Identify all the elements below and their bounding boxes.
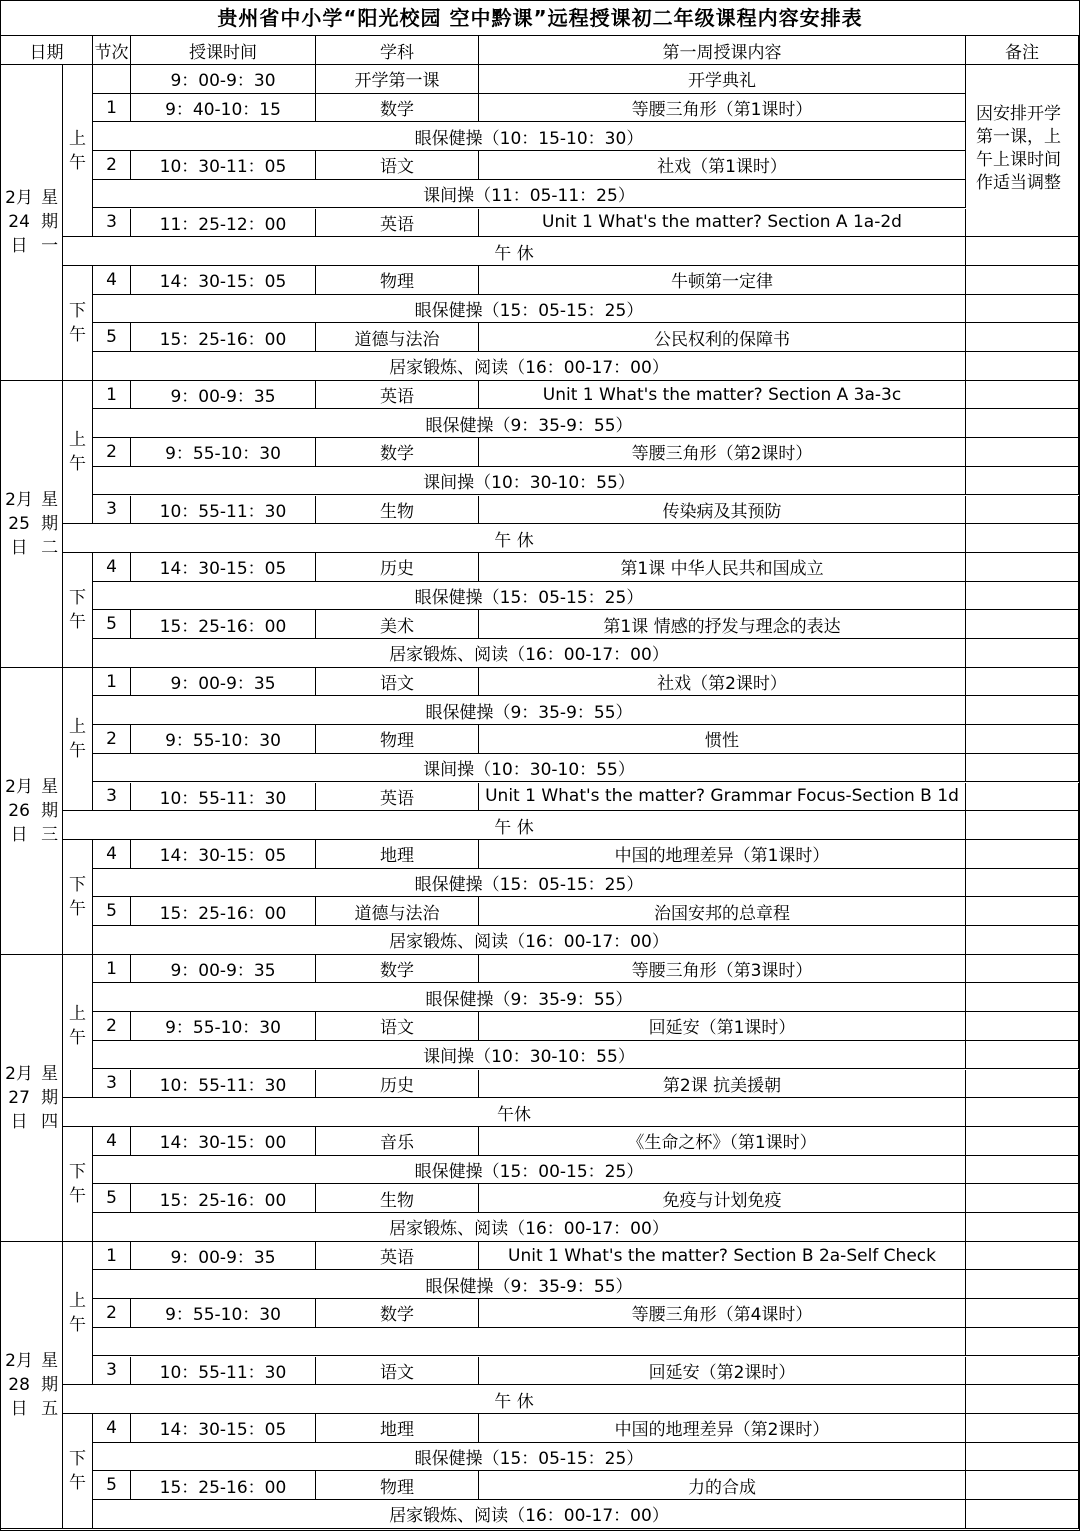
lesson-time: 9：40-10：15 xyxy=(131,94,316,123)
remark-cell xyxy=(966,582,1079,611)
break-row: 居家锻炼、阅读（16：00-17：00） xyxy=(93,1500,966,1529)
break-row: 课间操（10：30-10：55） xyxy=(93,1041,966,1070)
header-content: 第一周授课内容 xyxy=(479,36,966,65)
remark-cell xyxy=(966,1299,1079,1328)
break-row: 眼保健操（15：05-15：25） xyxy=(93,582,966,611)
noon-break-row: 午休 xyxy=(63,1098,966,1127)
break-row: 眼保健操（10：15-10：30） xyxy=(93,122,966,151)
lesson-time: 14：30-15：05 xyxy=(131,266,316,295)
lesson-subject: 语文 xyxy=(316,151,479,180)
lesson-time: 15：25-16：00 xyxy=(131,1184,316,1213)
period-number: 2 xyxy=(93,1299,131,1328)
remark-cell xyxy=(966,352,1079,381)
lesson-content: 等腰三角形（第1课时） xyxy=(479,94,966,123)
lesson-subject: 英语 xyxy=(316,783,479,812)
lesson-time: 10：55-11：30 xyxy=(131,1357,316,1386)
lesson-time: 14：30-15：05 xyxy=(131,840,316,869)
remark-note: 因安排开学第一课，上午上课时间作适当调整 xyxy=(966,65,1079,237)
noon-break-row: 午 休 xyxy=(63,237,966,266)
lesson-content: 第1课 情感的抒发与理念的表达 xyxy=(479,610,966,639)
break-row: 眼保健操（15：05-15：25） xyxy=(93,869,966,898)
lesson-content: 回延安（第1课时） xyxy=(479,1012,966,1041)
break-row: 课间操（10：30-10：55） xyxy=(93,467,966,496)
remark-cell xyxy=(966,1070,1079,1099)
break-row: 居家锻炼、阅读（16：00-17：00） xyxy=(93,639,966,668)
afternoon-label: 下午 xyxy=(63,1414,93,1529)
break-row: 眼保健操（9：35-9：55） xyxy=(93,696,966,725)
day-date: 2月26 日 xyxy=(5,776,33,845)
remark-cell xyxy=(966,524,1079,553)
remark-cell xyxy=(966,1357,1079,1386)
period-number: 2 xyxy=(93,151,131,180)
lesson-time: 10：55-11：30 xyxy=(131,496,316,525)
remark-cell xyxy=(966,237,1079,266)
day-date: 2月24 日 xyxy=(5,188,33,257)
lesson-content: 等腰三角形（第2课时） xyxy=(479,438,966,467)
lesson-subject: 物理 xyxy=(316,725,479,754)
lesson-content: Unit 1 What's the matter? Section B 2a-Self Check xyxy=(479,1242,966,1271)
remark-cell xyxy=(966,1270,1079,1299)
remark-cell xyxy=(966,783,1079,812)
lesson-subject: 道德与法治 xyxy=(316,897,479,926)
day-date: 2月27 日 xyxy=(5,1063,33,1132)
afternoon-label: 下午 xyxy=(63,266,93,381)
remark-cell xyxy=(966,955,1079,984)
lesson-time: 10：30-11：05 xyxy=(131,151,316,180)
morning-label: 上午 xyxy=(63,1242,93,1386)
lesson-subject: 生物 xyxy=(316,1184,479,1213)
lesson-subject: 音乐 xyxy=(316,1127,479,1156)
break-row: 眼保健操（9：35-9：55） xyxy=(93,409,966,438)
lesson-time: 15：25-16：00 xyxy=(131,1471,316,1500)
lesson-content: Unit 1 What's the matter? Grammar Focus-Section B 1d xyxy=(479,783,966,812)
lesson-subject: 物理 xyxy=(316,266,479,295)
day-date: 2月25 日 xyxy=(5,489,33,558)
lesson-time: 14：30-15：05 xyxy=(131,1414,316,1443)
lesson-subject: 语文 xyxy=(316,668,479,697)
lesson-content: Unit 1 What's the matter? Section A 1a-2d xyxy=(479,209,966,238)
remark-cell xyxy=(966,1156,1079,1185)
period-number: 5 xyxy=(93,610,131,639)
period-number: 2 xyxy=(93,1012,131,1041)
remark-cell xyxy=(966,897,1079,926)
lesson-time: 9：00-9：35 xyxy=(131,955,316,984)
lesson-content: 传染病及其预防 xyxy=(479,496,966,525)
remark-cell xyxy=(966,1127,1079,1156)
period-number: 3 xyxy=(93,1357,131,1386)
remark-cell xyxy=(966,725,1079,754)
break-row: 眼保健操（15：05-15：25） xyxy=(93,295,966,324)
remark-cell xyxy=(966,1213,1079,1242)
remark-cell xyxy=(966,811,1079,840)
remark-cell xyxy=(966,553,1079,582)
lesson-time: 14：30-15：00 xyxy=(131,1127,316,1156)
lesson-content: 开学典礼 xyxy=(479,65,966,94)
period-number: 5 xyxy=(93,323,131,352)
period-number: 4 xyxy=(93,553,131,582)
lesson-subject: 英语 xyxy=(316,381,479,410)
break-row: 课间操（10：30-10：55） xyxy=(93,754,966,783)
break-row: 眼保健操（9：35-9：55） xyxy=(93,1270,966,1299)
remark-cell xyxy=(966,1414,1079,1443)
remark-cell xyxy=(966,754,1079,783)
noon-break-row: 午 休 xyxy=(63,1385,966,1414)
lesson-content: 牛顿第一定律 xyxy=(479,266,966,295)
remark-cell xyxy=(966,1328,1079,1357)
remark-cell xyxy=(966,926,1079,955)
day-weekday: 星期 四 xyxy=(41,1063,59,1132)
lesson-subject: 物理 xyxy=(316,1471,479,1500)
day-label-0 xyxy=(1,65,63,381)
day-weekday: 星期 一 xyxy=(41,188,59,257)
lesson-time: 9：00-9：35 xyxy=(131,381,316,410)
lesson-subject: 语文 xyxy=(316,1357,479,1386)
break-row: 眼保健操（15：05-15：25） xyxy=(93,1443,966,1472)
afternoon-label: 下午 xyxy=(63,553,93,668)
lesson-time: 9：00-9：30 xyxy=(131,65,316,94)
break-row: 课间操（11：05-11：25） xyxy=(93,180,966,209)
lesson-subject: 美术 xyxy=(316,610,479,639)
remark-cell xyxy=(966,610,1079,639)
period-number: 5 xyxy=(93,897,131,926)
lesson-content: 中国的地理差异（第1课时） xyxy=(479,840,966,869)
blank-row xyxy=(93,1328,966,1357)
lesson-subject: 数学 xyxy=(316,94,479,123)
period-number: 3 xyxy=(93,209,131,238)
remark-cell xyxy=(966,381,1079,410)
remark-cell xyxy=(966,668,1079,697)
break-row: 居家锻炼、阅读（16：00-17：00） xyxy=(93,352,966,381)
noon-break-row: 午 休 xyxy=(63,524,966,553)
remark-cell xyxy=(966,295,1079,324)
remark-cell xyxy=(966,983,1079,1012)
period-number: 3 xyxy=(93,783,131,812)
lesson-content: 公民权利的保障书 xyxy=(479,323,966,352)
remark-cell xyxy=(966,1500,1079,1529)
lesson-time: 10：55-11：30 xyxy=(131,1070,316,1099)
day-label-3 xyxy=(1,955,63,1242)
day-date: 2月28 日 xyxy=(5,1350,33,1419)
remark-cell xyxy=(966,323,1079,352)
day-label-1 xyxy=(1,381,63,668)
break-row: 眼保健操（15：00-15：25） xyxy=(93,1156,966,1185)
lesson-time: 10：55-11：30 xyxy=(131,783,316,812)
lesson-time: 9：55-10：30 xyxy=(131,1012,316,1041)
header-time: 授课时间 xyxy=(131,36,316,65)
lesson-subject: 数学 xyxy=(316,955,479,984)
remark-cell xyxy=(966,1385,1079,1414)
lesson-subject: 道德与法治 xyxy=(316,323,479,352)
remark-cell xyxy=(966,438,1079,467)
header-subject: 学科 xyxy=(316,36,479,65)
afternoon-label: 下午 xyxy=(63,1127,93,1242)
period-number: 4 xyxy=(93,840,131,869)
lesson-content: 等腰三角形（第3课时） xyxy=(479,955,966,984)
period-number: 5 xyxy=(93,1471,131,1500)
lesson-time: 9：00-9：35 xyxy=(131,668,316,697)
lesson-subject: 英语 xyxy=(316,209,479,238)
header-remark: 备注 xyxy=(966,36,1079,65)
remark-cell xyxy=(966,409,1079,438)
remark-cell xyxy=(966,639,1079,668)
lesson-content: 社戏（第1课时） xyxy=(479,151,966,180)
morning-label: 上午 xyxy=(63,955,93,1099)
header-date: 日期 xyxy=(1,36,93,65)
period-number: 2 xyxy=(93,438,131,467)
lesson-time: 11：25-12：00 xyxy=(131,209,316,238)
remark-cell xyxy=(966,840,1079,869)
remark-cell xyxy=(966,1443,1079,1472)
header-period: 节次 xyxy=(93,36,131,65)
period-number: 1 xyxy=(93,94,131,123)
day-weekday: 星期 五 xyxy=(41,1350,59,1419)
lesson-content: 第1课 中华人民共和国成立 xyxy=(479,553,966,582)
morning-label: 上午 xyxy=(63,381,93,525)
lesson-subject: 地理 xyxy=(316,840,479,869)
remark-cell xyxy=(966,1242,1079,1271)
lesson-content: 等腰三角形（第4课时） xyxy=(479,1299,966,1328)
lesson-subject: 历史 xyxy=(316,1070,479,1099)
noon-break-row: 午 休 xyxy=(63,811,966,840)
lesson-content: 力的合成 xyxy=(479,1471,966,1500)
afternoon-label: 下午 xyxy=(63,840,93,955)
remark-cell xyxy=(966,696,1079,725)
lesson-subject: 英语 xyxy=(316,1242,479,1271)
period-number: 4 xyxy=(93,1414,131,1443)
period-number: 1 xyxy=(93,1242,131,1271)
remark-cell xyxy=(966,1184,1079,1213)
period-number: 3 xyxy=(93,1070,131,1099)
lesson-subject: 开学第一课 xyxy=(316,65,479,94)
break-row: 眼保健操（9：35-9：55） xyxy=(93,983,966,1012)
day-label-4 xyxy=(1,1242,63,1529)
break-row: 居家锻炼、阅读（16：00-17：00） xyxy=(93,1213,966,1242)
remark-cell xyxy=(966,1471,1079,1500)
lesson-subject: 生物 xyxy=(316,496,479,525)
break-row: 居家锻炼、阅读（16：00-17：00） xyxy=(93,926,966,955)
lesson-subject: 语文 xyxy=(316,1012,479,1041)
remark-cell xyxy=(966,467,1079,496)
lesson-time: 9：55-10：30 xyxy=(131,725,316,754)
remark-cell xyxy=(966,266,1079,295)
day-weekday: 星期 三 xyxy=(41,776,59,845)
lesson-content: 免疫与计划免疫 xyxy=(479,1184,966,1213)
period-number: 3 xyxy=(93,496,131,525)
lesson-time: 9：00-9：35 xyxy=(131,1242,316,1271)
day-label-2 xyxy=(1,668,63,955)
morning-label: 上午 xyxy=(63,668,93,812)
lesson-time: 15：25-16：00 xyxy=(131,323,316,352)
lesson-subject: 数学 xyxy=(316,1299,479,1328)
lesson-time: 14：30-15：05 xyxy=(131,553,316,582)
period-number: 2 xyxy=(93,725,131,754)
period-number: 1 xyxy=(93,668,131,697)
morning-label: 上午 xyxy=(63,65,93,237)
lesson-content: 回延安（第2课时） xyxy=(479,1357,966,1386)
period-number: 1 xyxy=(93,381,131,410)
remark-cell xyxy=(966,1098,1079,1127)
lesson-content: 《生命之杯》（第1课时） xyxy=(479,1127,966,1156)
lesson-time: 15：25-16：00 xyxy=(131,610,316,639)
lesson-content: 社戏（第2课时） xyxy=(479,668,966,697)
lesson-content: 第2课 抗美援朝 xyxy=(479,1070,966,1099)
lesson-time: 15：25-16：00 xyxy=(131,897,316,926)
lesson-content: 治国安邦的总章程 xyxy=(479,897,966,926)
remark-cell xyxy=(966,1012,1079,1041)
lesson-subject: 地理 xyxy=(316,1414,479,1443)
lesson-content: 中国的地理差异（第2课时） xyxy=(479,1414,966,1443)
lesson-time: 9：55-10：30 xyxy=(131,1299,316,1328)
period-number: 4 xyxy=(93,1127,131,1156)
period-number: 1 xyxy=(93,955,131,984)
lesson-time: 9：55-10：30 xyxy=(131,438,316,467)
period-number: 4 xyxy=(93,266,131,295)
remark-cell xyxy=(966,496,1079,525)
day-weekday: 星期 二 xyxy=(41,489,59,558)
lesson-content: Unit 1 What's the matter? Section A 3a-3c xyxy=(479,381,966,410)
lesson-content: 惯性 xyxy=(479,725,966,754)
remark-cell xyxy=(966,1041,1079,1070)
period-number xyxy=(93,65,131,94)
lesson-subject: 数学 xyxy=(316,438,479,467)
table-title: 贵州省中小学“阳光校园 空中黔课”远程授课初二年级课程内容安排表 xyxy=(1,1,1079,36)
lesson-subject: 历史 xyxy=(316,553,479,582)
remark-cell xyxy=(966,869,1079,898)
period-number: 5 xyxy=(93,1184,131,1213)
